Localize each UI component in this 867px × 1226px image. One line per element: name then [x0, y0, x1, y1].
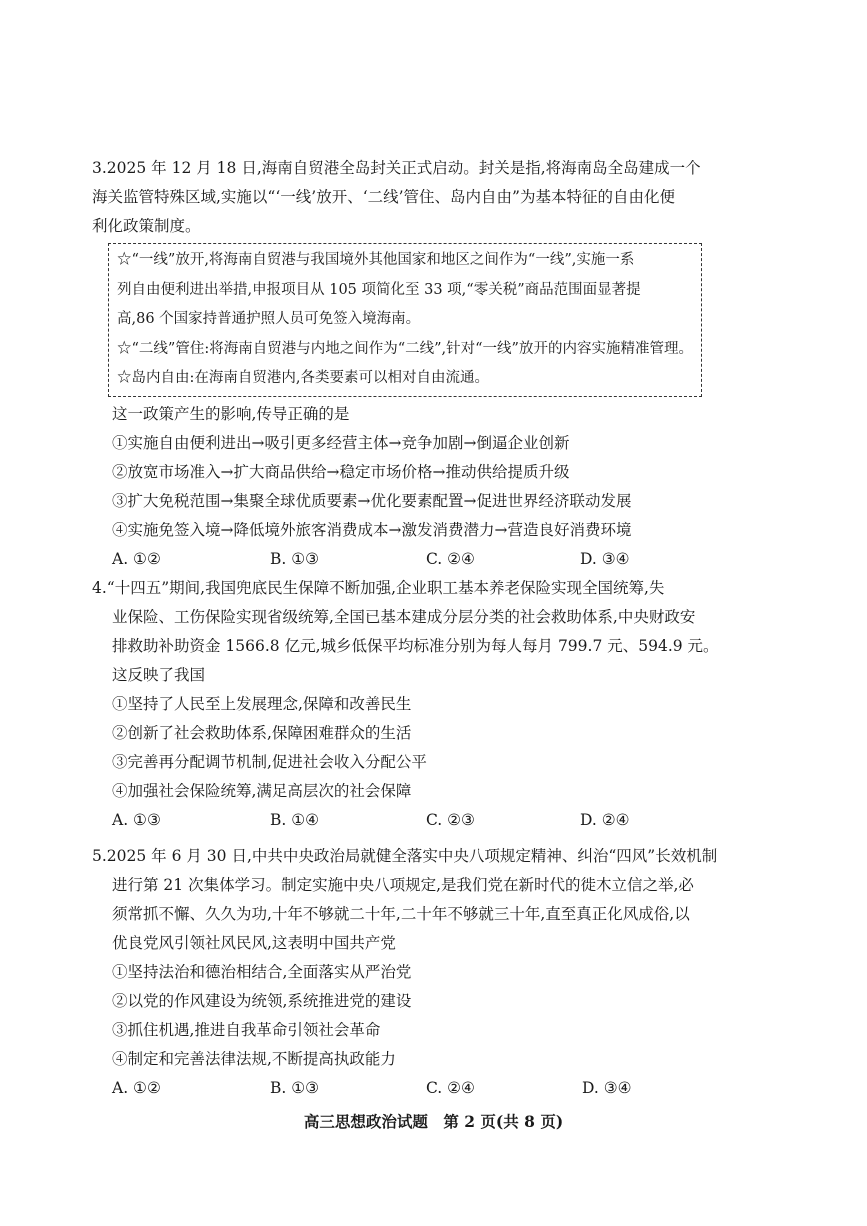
q3-question: 这一政策产生的影响,传导正确的是 — [112, 405, 350, 423]
q5-stem-line: 进行第 21 次集体学习。制定实施中央八项规定,是我们党在新时代的徙木立信之举,必 — [112, 876, 694, 894]
q3-item: ③扩大免税范围→集聚全球优质要素→优化要素配置→促进世界经济联动发展 — [112, 492, 632, 510]
q4-option-d[interactable]: D. ②④ — [580, 811, 630, 829]
q4-stem-line: 排救助补助资金 1566.8 亿元,城乡低保平均标准分别为每人每月 799.7 元、594.9 元。 — [112, 637, 719, 655]
q3-stem-line: 3.2025 年 12 月 18 日,海南自贸港全岛封关正式启动。封关是指,将海南岛全岛建成一个 — [92, 159, 701, 177]
q3-box-line: ☆岛内自由:在海南自贸港内,各类要素可以相对自由流通。 — [117, 370, 489, 386]
question-4 — [92, 574, 719, 835]
q4-item: ③完善再分配调节机制,促进社会收入分配公平 — [112, 753, 427, 771]
q3-option-b[interactable]: B. ①③ — [270, 550, 320, 568]
q4-stem-line: 这反映了我国 — [112, 666, 206, 684]
q3-option-a[interactable]: A. ①② — [112, 550, 161, 568]
question-3-stem — [92, 154, 712, 241]
q3-item: ④实施免签入境→降低境外旅客消费成本→激发消费潜力→营造良好消费环境 — [112, 521, 632, 539]
q3-box-line: ☆“一线”放开,将海南自贸港与我国境外其他国家和地区之间作为“一线”,实施一系 — [117, 252, 635, 268]
q5-options — [92, 1074, 712, 1103]
q3-box-line: 高,86 个国家持普通护照人员可免签入境海南。 — [117, 311, 421, 327]
question-3-body — [92, 400, 712, 574]
q4-stem-line: 4.“十四五”期间,我国兜底民生保障不断加强,企业职工基本养老保险实现全国统筹,失 — [92, 579, 665, 597]
q3-stem-line: 利化政策制度。 — [92, 217, 201, 235]
q4-item: ④加强社会保险统筹,满足高层次的社会保障 — [112, 782, 412, 800]
q5-option-a[interactable]: A. ①② — [112, 1079, 161, 1097]
q3-material-box — [108, 243, 702, 397]
q4-item: ①坚持了人民至上发展理念,保障和改善民生 — [112, 695, 412, 713]
q4-option-c[interactable]: C. ②③ — [426, 811, 475, 829]
q5-option-d[interactable]: D. ③④ — [582, 1079, 632, 1097]
q3-option-d[interactable]: D. ③④ — [580, 550, 630, 568]
q4-option-b[interactable]: B. ①④ — [270, 811, 320, 829]
q5-stem-line: 须常抓不懈、久久为功,十年不够就二十年,二十年不够就三十年,直至真正化风成俗,以 — [112, 905, 690, 923]
q5-item: ①坚持法治和德治相结合,全面落实从严治党 — [112, 963, 412, 981]
q3-options — [92, 545, 712, 574]
q5-item: ④制定和完善法律法规,不断提高执政能力 — [112, 1050, 396, 1068]
q3-item: ①实施自由便利进出→吸引更多经营主体→竞争加剧→倒逼企业创新 — [112, 434, 570, 452]
q5-option-b[interactable]: B. ①③ — [270, 1079, 320, 1097]
q3-item: ②放宽市场准入→扩大商品供给→稳定市场价格→推动供给提质升级 — [112, 463, 570, 481]
q4-option-a[interactable]: A. ①③ — [112, 811, 161, 829]
q4-options — [92, 806, 712, 835]
q4-stem-line: 业保险、工伤保险实现省级统筹,全国已基本建成分层分类的社会救助体系,中央财政安 — [112, 608, 696, 626]
question-5 — [92, 842, 718, 1103]
q3-box-line: 列自由便利进出举措,申报项目从 105 项简化至 33 项,“零关税”商品范围面显著提 — [117, 281, 641, 298]
q5-item: ③抓住机遇,推进自我革命引领社会革命 — [112, 1021, 381, 1039]
q3-option-c[interactable]: C. ②④ — [426, 550, 475, 568]
q5-stem-line: 优良党风引领社风民风,这表明中国共产党 — [112, 934, 396, 952]
page-footer: 高三思想政治试题 第 2 页(共 8 页) — [303, 1112, 564, 1131]
q5-item: ②以党的作风建设为统领,系统推进党的建设 — [112, 992, 412, 1010]
q3-box-line: ☆“二线”管住:将海南自贸港与内地之间作为“二线”,针对“一线”放开的内容实施精准管理。 — [117, 340, 693, 357]
q5-stem-line: 5.2025 年 6 月 30 日,中共中央政治局就健全落实中央八项规定精神、纠治“四风”长效机制 — [92, 847, 718, 865]
q5-option-c[interactable]: C. ②④ — [426, 1079, 475, 1097]
q4-item: ②创新了社会救助体系,保障困难群众的生活 — [112, 724, 412, 742]
q3-stem-line: 海关监管特殊区域,实施以“‘一线’放开、‘二线’管住、岛内自由”为基本特征的自由化便 — [92, 188, 675, 206]
